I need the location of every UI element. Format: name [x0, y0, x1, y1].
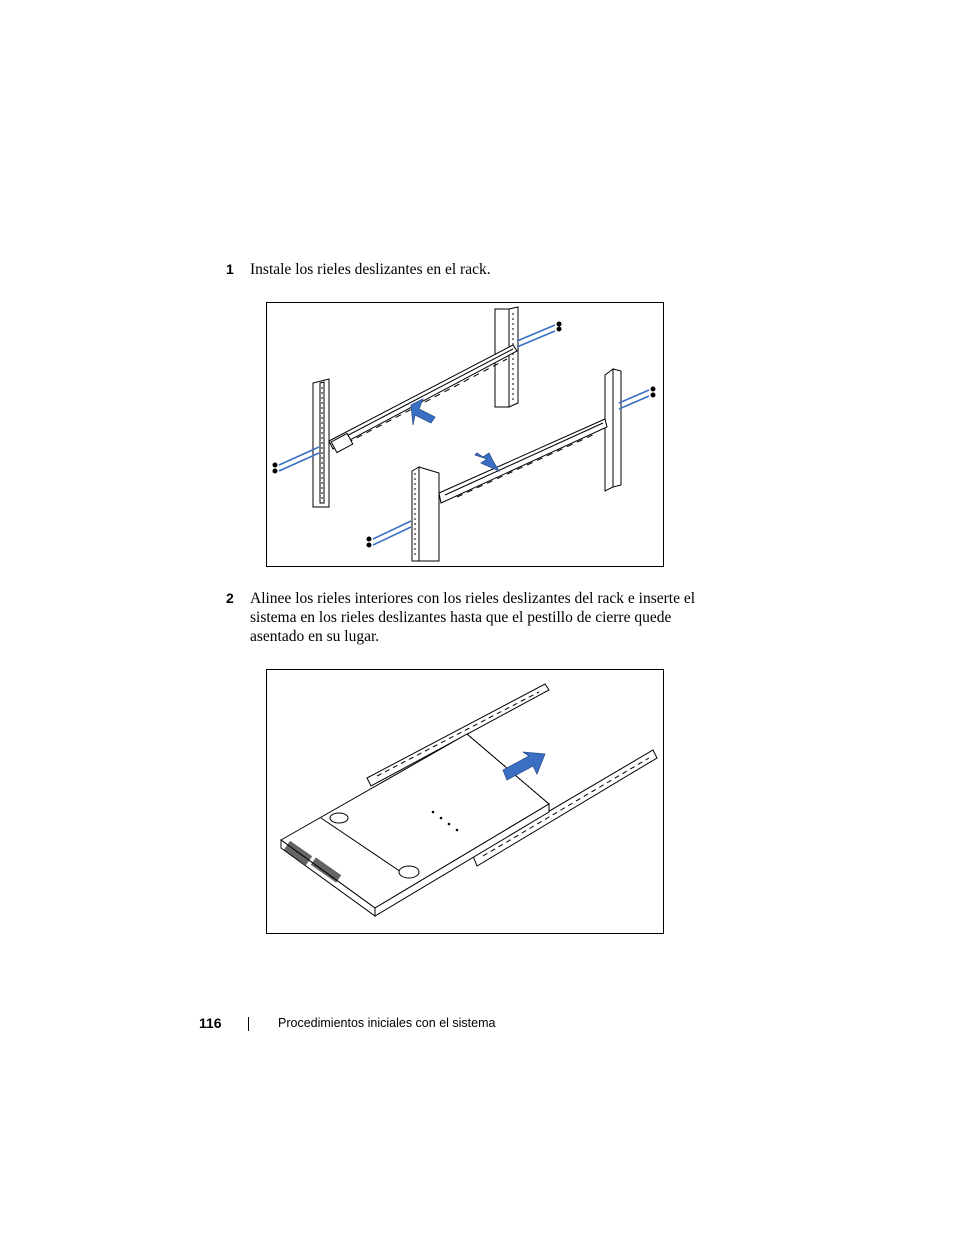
figure-system-insertion	[266, 669, 664, 934]
rack-rail-installation-illustration	[267, 303, 665, 568]
step-2-number: 2	[226, 590, 234, 606]
step-1-number: 1	[226, 261, 234, 277]
footer-section-title: Procedimientos iniciales con el sistema	[278, 1016, 496, 1030]
page-number: 116	[199, 1015, 222, 1031]
figure-rail-installation	[266, 302, 664, 567]
footer-separator	[248, 1017, 249, 1031]
system-insertion-illustration	[267, 670, 665, 935]
step-2-text: Alinee los rieles interiores con los rieles deslizantes del rack e inserte el sistema en los rieles deslizantes hasta que el pestillo de cierre quede asentado en su lugar.	[250, 590, 696, 645]
step-1-text: Instale los rieles deslizantes en el rack.	[250, 261, 491, 278]
